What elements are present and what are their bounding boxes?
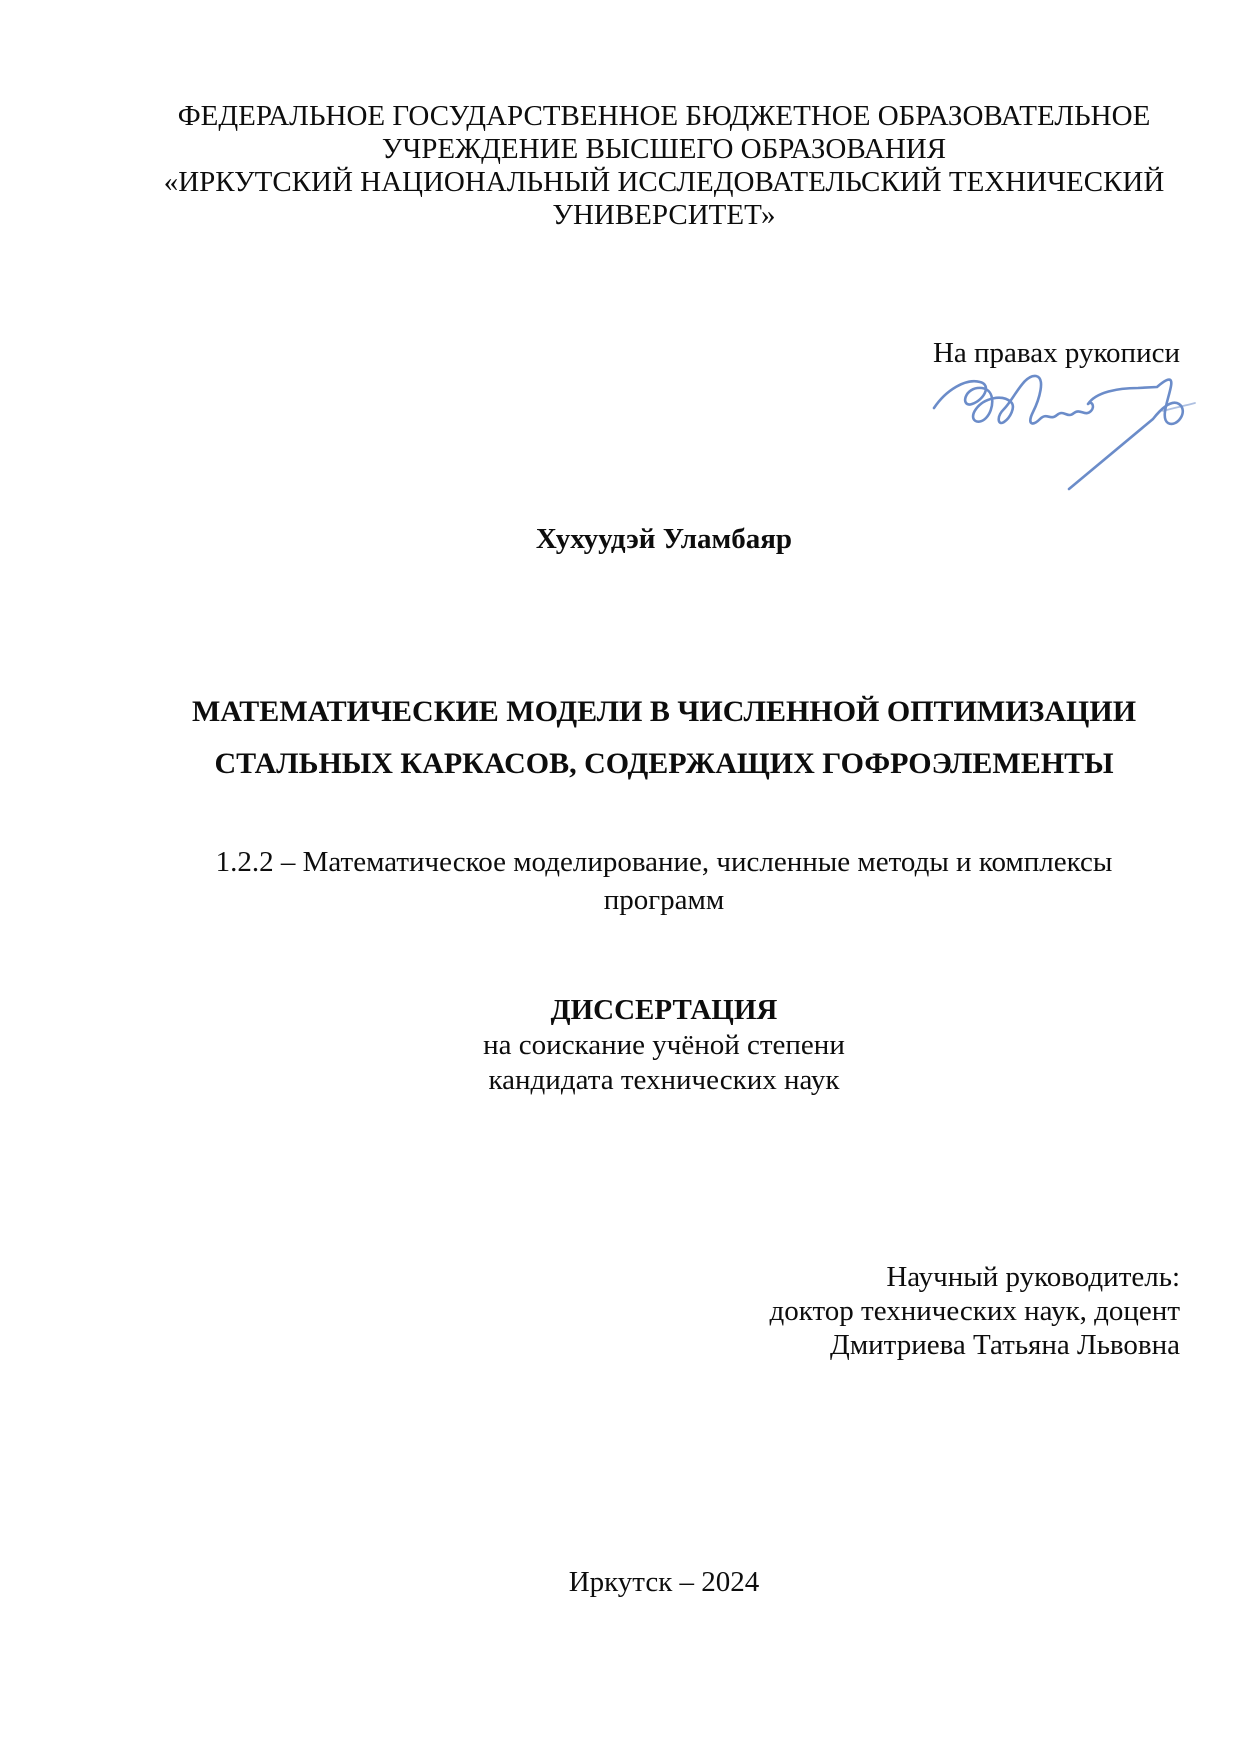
title-line: СТАЛЬНЫХ КАРКАСОВ, СОДЕРЖАЩИХ ГОФРОЭЛЕМЕНТЫ [214,747,1114,780]
handwritten-signature [920,366,1200,498]
dissertation-purpose-line: на соискание учёной степени [483,1029,845,1061]
supervisor-name: Дмитриева Татьяна Львовна [830,1329,1180,1361]
specialty-line: программ [603,884,725,916]
dissertation-purpose-line: кандидата технических наук [488,1064,840,1096]
dissertation-title [148,686,1180,790]
manuscript-rights-note: На правах рукописи [932,337,1180,369]
signature-scrawl-icon [920,366,1200,498]
dissertation-heading: ДИССЕРТАЦИЯ [550,994,778,1026]
supervisor-degree: доктор технических наук, доцент [769,1295,1180,1327]
supervisor-label: Научный руководитель: [886,1261,1180,1293]
dissertation-statement [148,993,1180,1098]
specialty-line: 1.2.2 – Математическое моделирование, численные методы и комплексы [215,846,1113,878]
institution-line: УЧРЕЖДЕНИЕ ВЫСШЕГО ОБРАЗОВАНИЯ [381,133,947,165]
institution-line: УНИВЕРСИТЕТ» [552,199,776,231]
institution-line: «ИРКУТСКИЙ НАЦИОНАЛЬНЫЙ ИССЛЕДОВАТЕЛЬСКИЙ ТЕХНИЧЕСКИЙ [163,166,1165,198]
author-name: Хухуудэй Уламбаяр [535,523,793,555]
supervisor-block [148,1260,1180,1362]
institution-header [148,100,1180,232]
specialty-code [148,843,1180,919]
title-line: МАТЕМАТИЧЕСКИЕ МОДЕЛИ В ЧИСЛЕННОЙ ОПТИМИЗАЦИИ [191,695,1137,728]
city-year-footer: Иркутск – 2024 [568,1566,760,1598]
institution-line: ФЕДЕРАЛЬНОЕ ГОСУДАРСТВЕННОЕ БЮДЖЕТНОЕ ОБРАЗОВАТЕЛЬНОЕ [177,100,1151,132]
